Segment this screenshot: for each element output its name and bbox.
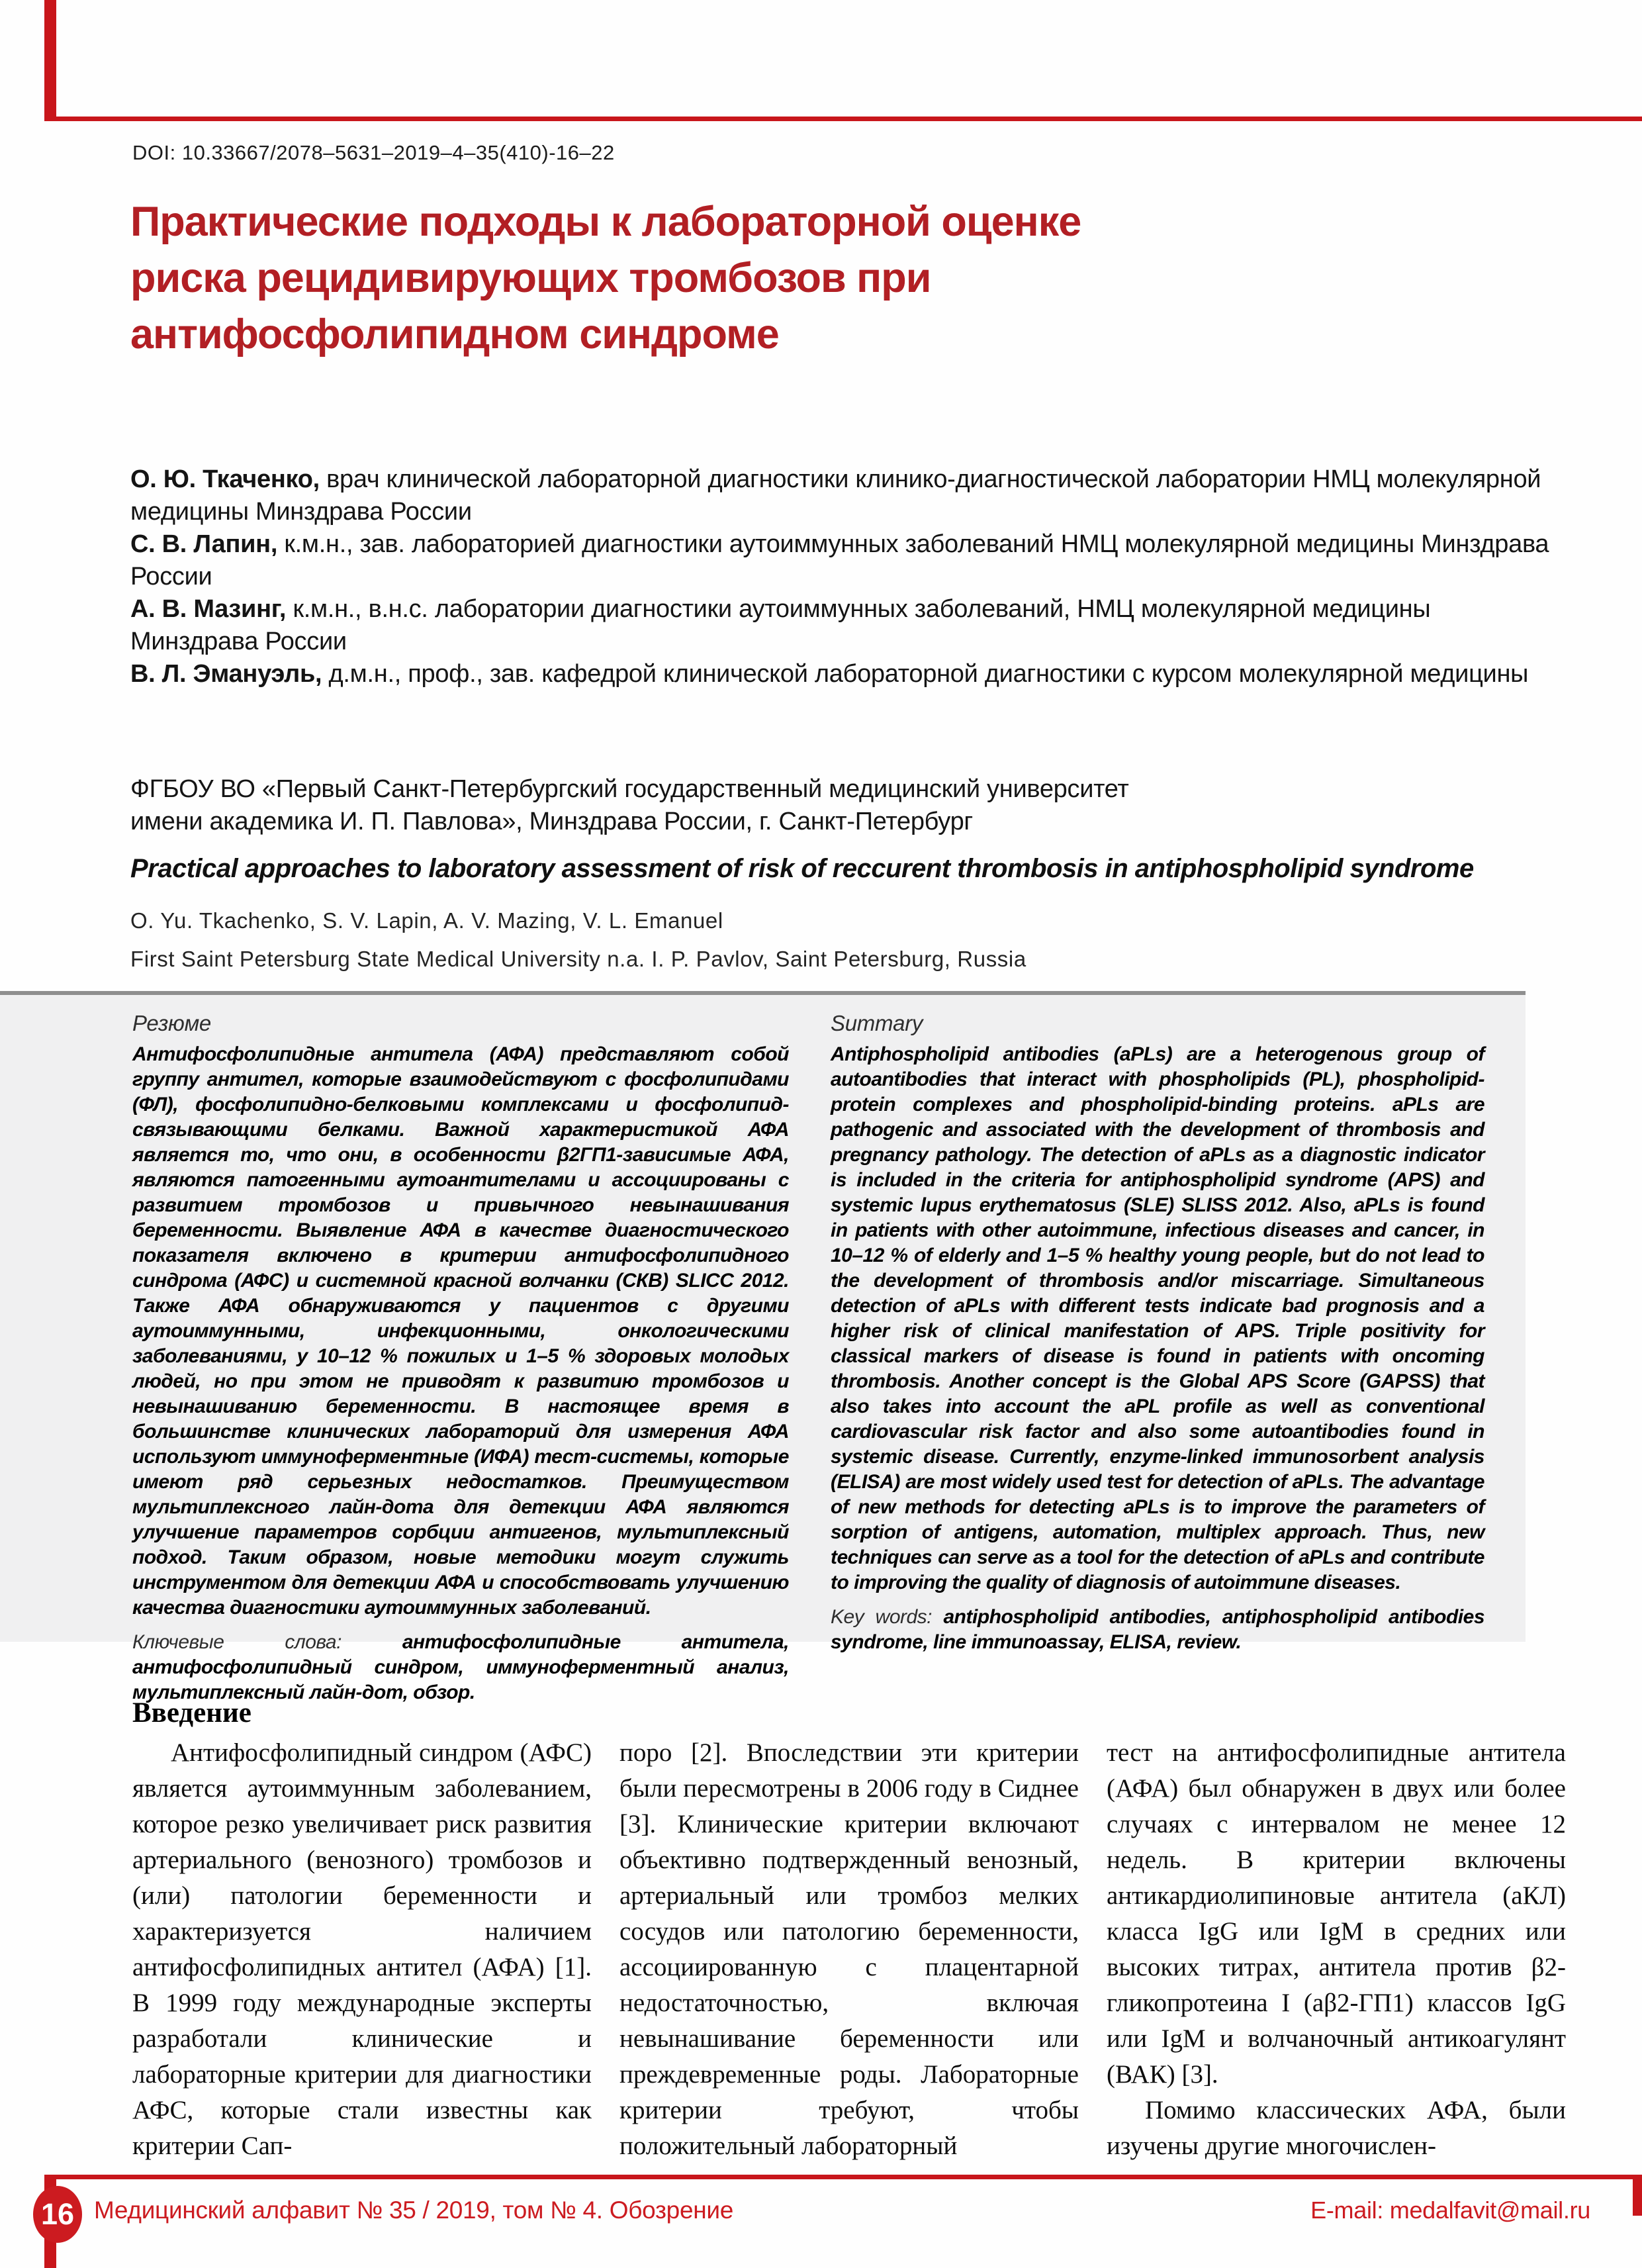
doi: DOI: 10.33667/2078–5631–2019–4–35(410)-16–22 — [132, 141, 615, 164]
abstract-russian — [132, 1009, 789, 1705]
article-title-line-1: Практические подходы к лабораторной оценке — [130, 199, 1081, 245]
author-name: В. Л. Эмануэль, — [130, 660, 322, 688]
top-red-rule — [44, 117, 1642, 121]
author-entry — [130, 463, 1563, 528]
abstract-english-heading: Summary — [831, 1011, 923, 1035]
introduction-col3-paragraph-2: Помимо классических АФА, были изучены другие многочислен- — [1107, 2096, 1566, 2160]
introduction-column-1 — [132, 1735, 592, 2164]
affiliation-line-1: ФГБОУ ВО «Первый Санкт-Петербургский государственный медицинский университет — [130, 775, 1129, 803]
author-info: к.м.н., в.н.с. лаборатории диагностики аутоиммунных заболеваний, НМЦ молекулярной медицины Минздрава России — [130, 595, 1431, 655]
english-title: Practical approaches to laboratory assessment of risk of reccurent thrombosis in antiphospholipid syndrome — [130, 854, 1474, 883]
keywords-label: Ключевые слова: — [132, 1631, 342, 1653]
article-title-line-3: антифосфолипидном синдроме — [130, 311, 779, 357]
page-number-badge — [33, 2186, 82, 2243]
top-left-red-bar — [44, 0, 56, 117]
introduction-heading: Введение — [132, 1697, 251, 1728]
introduction-col1-paragraph: Антифосфолипидный синдром (АФС) является аутоиммунным заболеванием, которое резко увеличивает риск развития артериального (венозного) тромбозов и (или) патологии беременности и характеризуется наличием антифосфолипидных антител (АФА) [1]. В 1999 году международные эксперты разработали клинические и лабораторные критерии для диагностики АФС, которые стали известны как критерии Сап- — [132, 1738, 592, 2160]
author-name: О. Ю. Ткаченко, — [130, 465, 320, 493]
introduction-columns — [132, 1735, 1567, 2164]
abstract-russian-keywords — [132, 1630, 789, 1705]
page-number: 16 — [40, 2197, 75, 2231]
author-info: к.м.н., зав. лабораторией диагностики аутоиммунных заболеваний НМЦ молекулярной медицины Минздрава России — [130, 530, 1549, 591]
abstract-russian-heading: Резюме — [132, 1011, 211, 1035]
author-info: д.м.н., проф., зав. кафедрой клинической лабораторной диагностики с курсом молекулярной медицины — [322, 660, 1529, 688]
affiliation-block — [130, 773, 1128, 838]
article-title-line-2: риска рецидивирующих тромбозов при — [130, 255, 931, 301]
author-name: А. В. Мазинг, — [130, 595, 287, 623]
abstract-russian-body: Антифосфолипидные антитела (АФА) представляют собой группу антител, которые взаимодействуют с фосфолипидами (ФЛ), фосфолипидно-белковыми комплексами и фосфолипид-связывающими белками. Важной характеристикой АФА является то, что они, в особенности β2ГП1-зависимые АФА, являются патогенными аутоантителами и ассоциированы с развитием тромбозов и привычного невынашивания беременности. Выявление АФА в качестве диагностического показателя включено в критерии антифосфолипидного синдрома (АФС) и системной красной волчанки (СКВ) SLICC 2012. Также АФА обнаруживаются у пациентов с другими аутоиммунными, инфекционными, онкологическими заболеваниями, у 10–12 % пожилых и 1–5 % здоровых молодых людей, но при этом не приводят к развитию тромбозов и невынашиванию беременности. В настоящее время в большинстве клинических лабораторий для измерения АФА используют иммуноферментные (ИФА) тест-системы, которые имеют ряд серьезных недостатков. Преимуществом мультиплексного лайн-дота для детекции АФА являются улучшение параметров сорбции антигенов, мультиплексный подход. Таким образом, новые методики могут служить инструментом для детекции АФА и способствовать улучшению качества диагностики аутоиммунных заболеваний. — [132, 1043, 789, 1619]
keywords-label: Key words: — [831, 1606, 933, 1628]
affiliation-line-2: имени академика И. П. Павлова», Минздрава России, г. Санкт-Петербург — [130, 808, 973, 835]
english-authors: O. Yu. Tkachenko, S. V. Lapin, A. V. Mazing, V. L. Emanuel — [130, 908, 723, 933]
article-title — [130, 194, 1081, 363]
contact-email[interactable]: E-mail: medalfavit@mail.ru — [1310, 2197, 1590, 2224]
keywords-text: антифосфолипидные антитела, антифосфолипидный синдром, иммуноферментный анализ, мультиплексный лайн-дот, обзор. — [132, 1631, 789, 1703]
footer-right-red-notch — [1633, 2179, 1642, 2216]
author-entry — [130, 593, 1563, 658]
introduction-column-2 — [619, 1735, 1079, 2164]
author-info: врач клинической лабораторной диагностики клинико-диагностической лаборатории НМЦ молекулярной медицины Минздрава России — [130, 465, 1541, 526]
introduction-col2-paragraph: поро [2]. Впоследствии эти критерии были пересмотрены в 2006 году в Сиднее [3]. Клинические критерии включают объективно подтвержденный венозный, артериальный или тромбоз мелких сосудов или патологию беременности, ассоциированную с плацентарной недостаточностью, включая невынашивание беременности или преждевременные роды. Лабораторные критерии требуют, чтобы положительный лабораторный — [619, 1738, 1079, 2160]
footer-red-rule — [44, 2175, 1642, 2179]
introduction-column-3 — [1107, 1735, 1566, 2164]
english-affiliation: First Saint Petersburg State Medical University n.a. I. P. Pavlov, Saint Petersburg, Russia — [130, 947, 1026, 971]
author-entry — [130, 528, 1563, 593]
abstract-english-body: Antiphospholipid antibodies (aPLs) are a heterogenous group of autoantibodies that interact with phospholipids (PL), phospholipid-protein complexes and phospholipid-binding proteins. aPLs are pathogenic and associated with the development of thrombosis and pregnancy pathology. The detection of aPLs as a diagnostic indicator is included in the criteria for antiphospholipid syndrome (APS) and systemic lupus erythematosus (SLE) SLISS 2012. Also, aPLs is found in patients with other autoimmune, infectious diseases and cancer, in 10–12 % of elderly and 1–5 % healthy young people, but do not lead to the development of thrombosis and/or miscarriage. Simultaneous detection of aPLs with different tests indicate bad prognosis and a higher risk of clinical manifestation of APS. Triple positivity for classical markers of disease is found in patients with oncoming thrombosis. Another concept is the Global APS Score (GAPSS) that also takes into account the aPL profile as well as conventional cardiovascular risk factor and also some autoantibodies found in systemic disease. Currently, enzyme-linked immunosorbent analysis (ELISA) are most widely used test for detection of aPLs. The advantage of new methods for detecting aPLs is to improve the parameters of sorption of antigens, automation, multiplex approach. Thus, new techniques can serve as a tool for the detection of aPLs and contribute to improving the quality of diagnosis of autoimmune diseases. — [831, 1043, 1484, 1593]
introduction-col3-paragraph-1: тест на антифосфолипидные антитела (АФА) был обнаружен в двух или более случаях с интервалом не менее 12 недель. В критерии включены антикардиолипиновые антитела (аКЛ) класса IgG или IgM в средних или высоких титрах, антитела против β2-гликопротеина I (аβ2-ГП1) классов IgG или IgM и волчаночный антикоагулянт (ВАК) [3]. — [1107, 1738, 1566, 2089]
abstract-english — [831, 1009, 1484, 1655]
abstract-english-keywords — [831, 1605, 1484, 1655]
journal-name: Медицинский алфавит № 35 / 2019, том № 4. Обозрение — [94, 2197, 733, 2224]
author-entry — [130, 658, 1563, 690]
authors-block — [130, 463, 1563, 690]
keywords-text: antiphospholipid antibodies, antiphospholipid antibodies syndrome, line immunoassay, ELISA, review. — [831, 1606, 1484, 1653]
author-name: С. В. Лапин, — [130, 530, 278, 558]
